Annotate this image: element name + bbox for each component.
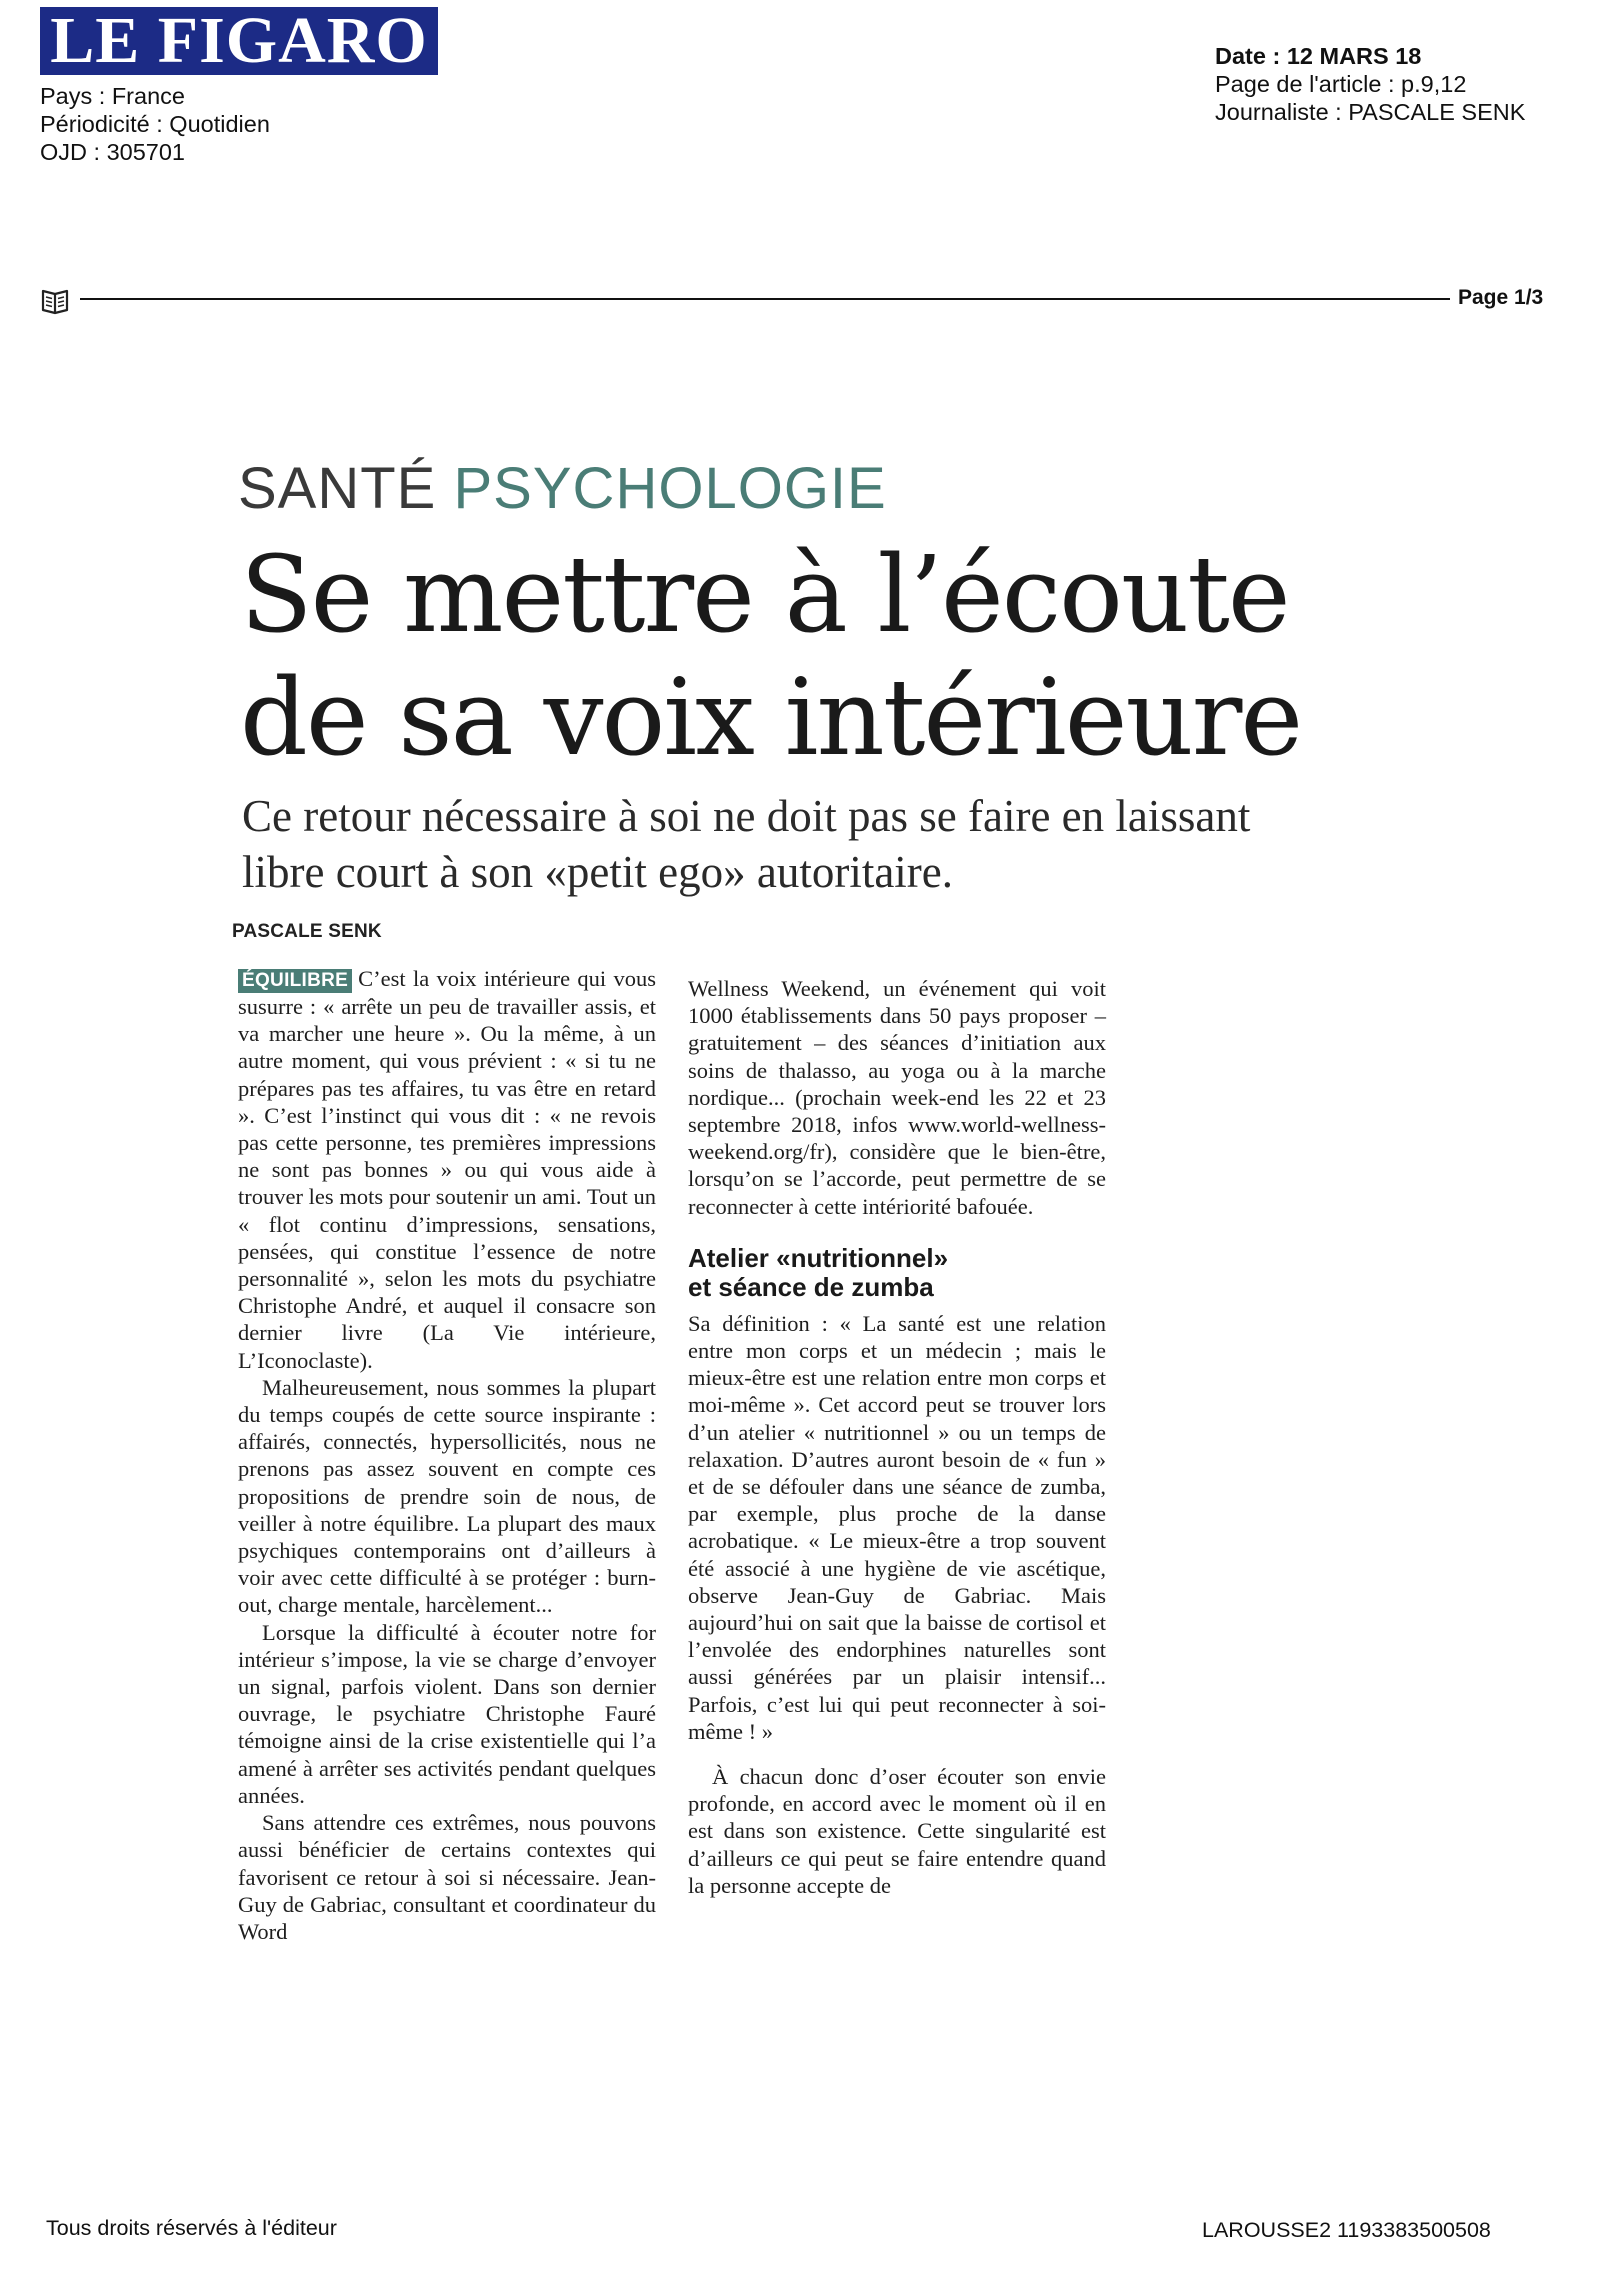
- rubric-label: PSYCHOLOGIE: [453, 456, 887, 521]
- deck-line: libre court à son «petit ego» autoritaire.: [242, 847, 954, 897]
- byline: PASCALE SENK: [232, 921, 382, 942]
- newspaper-logo: LE FIGARO: [40, 7, 438, 75]
- paragraph: Sans attendre ces extrêmes, nous pouvons aussi bénéficier de certains contextes qui favorisent ce retour à soi si nécessaire. Jean-Guy de Gabriac, consultant et coordinateur du Word: [238, 1810, 656, 1944]
- publication-meta: [40, 82, 270, 166]
- paragraph: Lorsque la difficulté à écouter notre for intérieur s’impose, la vie se charge d’envoyer un signal, parfois violent. Dans son dernier ouvrage, le psychiatre Christophe Fauré témoigne ainsi de la crise existentielle qui l’a amené à arrêter ses activités pendant quelques années.: [238, 1619, 656, 1808]
- deck: [242, 788, 1250, 900]
- article-column-1: [238, 965, 656, 1945]
- page-divider: [80, 298, 1450, 300]
- date-label: Date : 12 MARS 18: [1215, 43, 1422, 69]
- rights-notice: Tous droits réservés à l'éditeur: [46, 2216, 337, 2240]
- paragraph: À chacun donc d’oser écouter son envie profonde, en accord avec le moment où il en est dans son existence. Cette singularité est d’ailleurs ce qui peut se faire entendre quand la personne accepte de: [688, 1764, 1106, 1898]
- deck-line: Ce retour nécessaire à soi ne doit pas se faire en laissant: [242, 791, 1251, 841]
- article-meta: [1215, 42, 1525, 126]
- article-page-label: Page de l'article : p.9,12: [1215, 71, 1467, 97]
- headline: [240, 533, 1301, 779]
- subheading-line: et séance de zumba: [688, 1271, 934, 1302]
- page-number: Page 1/3: [1458, 286, 1544, 309]
- open-book-icon: [40, 285, 70, 315]
- paragraph: Wellness Weekend, un événement qui voit 1000 établissements dans 50 pays proposer – gratuitement – des séances d’initiation aux soins de thalasso, au yoga ou à la marche nordique... (prochain week-end les 22 et 23 septembre 2018, infos www.world-wellness-weekend.org/fr), considère que le bien-être, lorsqu’on se l’accorde, peut permettre de se reconnecter à cette intériorité bafouée.: [688, 976, 1106, 1219]
- country-label: Pays : France: [40, 83, 185, 109]
- section-kicker: [238, 455, 887, 523]
- subheading-line: Atelier «nutritionnel»: [688, 1242, 949, 1273]
- article-column-2: [688, 975, 1106, 1899]
- ojd-label: OJD : 305701: [40, 139, 186, 165]
- journalist-label: Journaliste : PASCALE SENK: [1215, 99, 1526, 125]
- headline-line: Se mettre à l’écoute: [240, 533, 1289, 656]
- paragraph-text: C’est la voix intérieure qui vous susurre : « arrête un peu de travailler assis, et va marcher une heure ». Ou la même, à un autre moment, qui vous prévient : « si tu ne prépares pas tes affaires, tu vas être en retard ». C’est l’instinct qui vous dit : « ne revois pas cette personne, tes premières impressions ne sont pas bonnes » ou qui vous aide à trouver les mots pour soutenir un ami. Tout un « flot continu d’impressions, sensations, pensées, qui constitue l’essence de notre personnalité », selon les mots du psychiatre Christophe André, et auquel il consacre son dernier livre (La Vie intérieure, L’Iconoclaste).: [238, 966, 656, 1373]
- paragraph: Sa définition : « La santé est une relation entre mon corps et un médecin ; mais le mieux-être est une relation entre mon corps et moi-même ». Cet accord peut se trouver lors d’un atelier « nutritionnel » ou un temps de relaxation. D’autres auront besoin de « fun » et de se défouler dans une séance de zumba, par exemple, plus proche de la danse acrobatique. « Le mieux-être a trop souvent été associé à une hygiène de vie ascétique, observe Jean-Guy de Gabriac. Mais aujourd’hui on sait que la baisse de cortisol et l’envolée des endorphines naturelles sont aussi générées par un plaisir intensif... Parfois, c’est lui qui peut reconnecter à soi-même ! »: [688, 1310, 1106, 1744]
- headline-line: de sa voix intérieure: [240, 656, 1302, 779]
- paragraph: Malheureusement, nous sommes la plupart du temps coupés de cette source inspirante : affairés, connectés, hypersollicités, nous ne prenons pas assez souvent en compte ces propositions de prendre soin de nous, de veiller à notre équilibre. La plupart des maux psychiques contemporains ont d’ailleurs à voir avec cette difficulté à se protéger : burn-out, charge mentale, harcèlement...: [238, 1374, 656, 1618]
- subheading: [688, 1244, 1106, 1302]
- paragraph-gap: [688, 1745, 1106, 1763]
- paragraph: [238, 965, 656, 1374]
- document-code: LAROUSSE2 1193383500508: [1202, 2218, 1491, 2242]
- section-label: SANTÉ: [238, 456, 437, 521]
- periodicity-label: Périodicité : Quotidien: [40, 111, 270, 137]
- equilibre-tag: ÉQUILIBRE: [238, 969, 352, 993]
